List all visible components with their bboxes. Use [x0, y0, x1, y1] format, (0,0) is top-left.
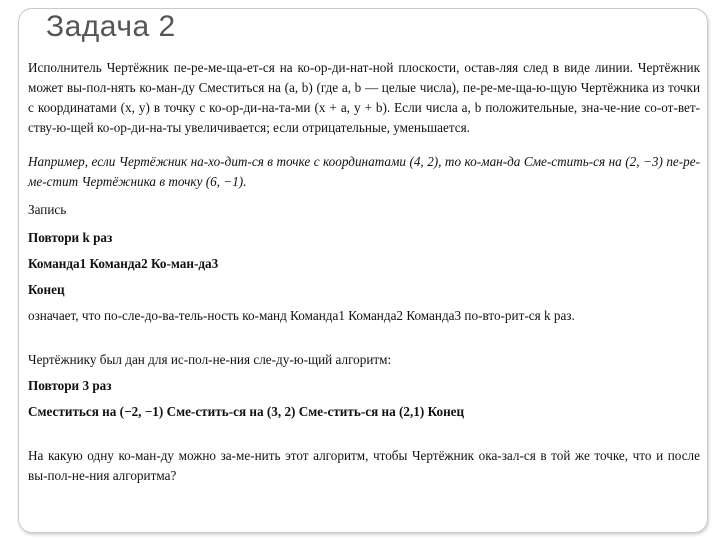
intro-paragraph: Исполнитель Чертёжник пе-ре-ме-ща-ет-ся на ко-ор-ди-нат-ной плоскости, остав-ляя след в виде линии. Чертёжник может вы-пол-нять ко-ман-ду Сместиться на (a, b) (где a, b — целые числа), пе-ре-ме-ща-ю-щую Чертёжника из точки с координатами (x, y) в точку с ко-ор-ди-на-та-ми (x + a, y + b). Если числа a, b положительные, зна-че-ние со-от-вет-ству-ю-щей ко-ор-ди-на-ты увеличивается; если отрицательные, уменьшается.	[28, 60, 700, 135]
commands-line: Команда1 Команда2 Ко-ман-да3	[28, 256, 219, 271]
slide-body	[28, 58, 700, 486]
meaning-line: означает, что по-сле-до-ва-тель-ность ко-манд Команда1 Команда2 Команда3 по-вто-рит-ся k раз.	[28, 308, 575, 323]
algorithm-line: Сместиться на (−2, −1) Сме-стить-ся на (3, 2) Сме-стить-ся на (2,1) Конец	[28, 404, 465, 419]
slide-title: Задача 2	[46, 10, 176, 43]
repeat-k-line: Повтори k раз	[28, 230, 113, 245]
example-paragraph: Например, если Чертёжник на-хо-дит-ся в точке с координатами (4, 2), то ко-ман-да Сме-стить-ся на (2, −3) пе-ре-ме-стит Чертёжника в точку (6, −1).	[28, 154, 700, 189]
question-paragraph: На какую одну ко-ман-ду можно за-ме-нить этот алгоритм, чтобы Чертёжник ока-зал-ся в той же точке, что и после вы-пол-не-ния алгоритма?	[28, 448, 700, 483]
given-line: Чертёжнику был дан для ис-пол-не-ния сле-ду-ю-щий алгоритм:	[28, 352, 392, 367]
repeat-3-line: Повтори 3 раз	[28, 378, 112, 393]
record-label: Запись	[28, 202, 67, 217]
end-line: Конец	[28, 282, 65, 297]
